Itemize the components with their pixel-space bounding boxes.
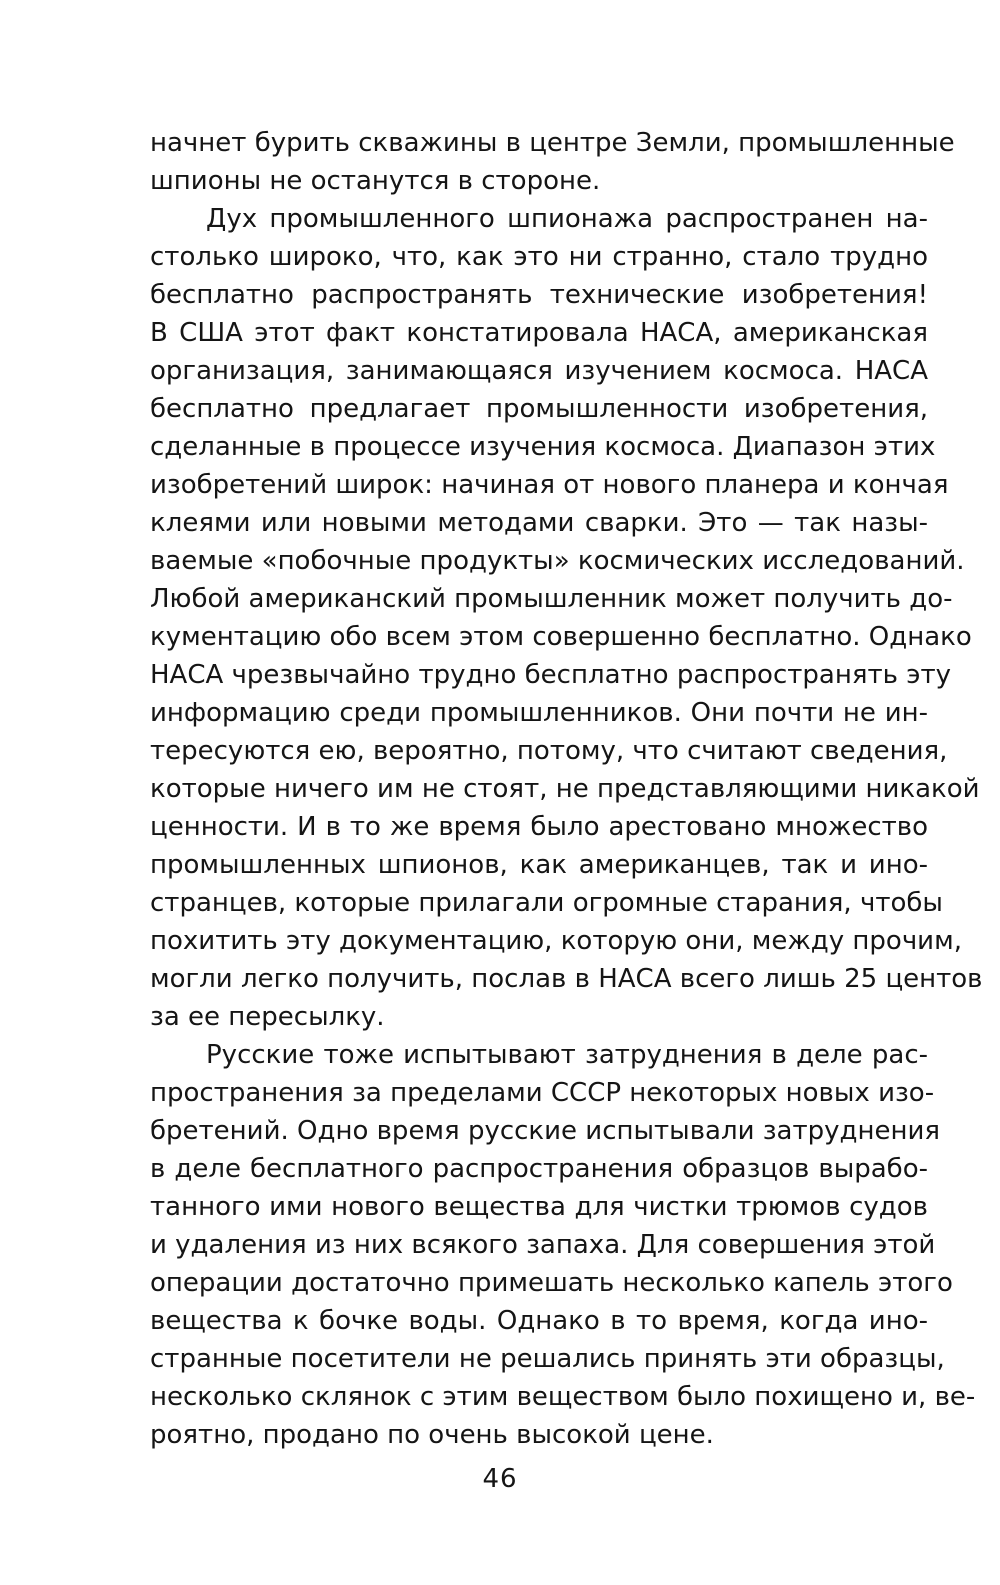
- text-line: организация, занимающаяся изучением космоса. НАСА: [150, 356, 928, 386]
- text-line: похитить эту документацию, которую они, между прочим,: [150, 926, 962, 956]
- text-line: роятно, продано по очень высокой цене.: [150, 1420, 714, 1450]
- text-line: бесплатно предлагает промышленности изобретения,: [150, 394, 928, 424]
- paragraph-continued: [150, 124, 955, 200]
- text-line: странные посетители не решались принять эти образцы,: [150, 1344, 945, 1374]
- text-line: операции достаточно примешать несколько капель этого: [150, 1268, 953, 1298]
- text-line: могли легко получить, послав в НАСА всего лишь 25 центов: [150, 964, 983, 994]
- text-line: которые ничего им не стоят, не представляющими никакой: [150, 774, 980, 804]
- body-text: [150, 124, 983, 1454]
- text-line: начнет бурить скважины в центре Земли, промышленные: [150, 128, 955, 158]
- text-line: клеями или новыми методами сварки. Это — так назы-: [150, 508, 928, 538]
- text-line: изобретений широк: начиная от нового планера и кончая: [150, 470, 949, 500]
- text-line: танного ими нового вещества для чистки трюмов судов: [150, 1192, 928, 1222]
- page-number: 46: [482, 1464, 518, 1494]
- text-line: вещества к бочке воды. Однако в то время, когда ино-: [150, 1306, 928, 1336]
- text-line: ценности. И в то же время было арестовано множество: [150, 812, 928, 842]
- text-line: сделанные в процессе изучения космоса. Диапазон этих: [150, 432, 936, 462]
- text-line: странцев, которые прилагали огромные старания, чтобы: [150, 888, 943, 918]
- text-line: НАСА чрезвычайно трудно бесплатно распространять эту: [150, 660, 952, 690]
- text-line: Дух промышленного шпионажа распространен на-: [206, 204, 928, 234]
- text-line: шпионы не останутся в стороне.: [150, 166, 601, 196]
- text-line: информацию среди промышленников. Они почти не ин-: [150, 698, 928, 728]
- text-line: бретений. Одно время русские испытывали затруднения: [150, 1116, 941, 1146]
- text-line: несколько склянок с этим веществом было похищено и, ве-: [150, 1382, 976, 1412]
- text-line: за ее пересылку.: [150, 1002, 385, 1032]
- text-line: в деле бесплатного распространения образцов вырабо-: [150, 1154, 928, 1184]
- text-line: Русские тоже испытывают затруднения в деле рас-: [206, 1040, 928, 1070]
- paragraph-nasa: [150, 200, 983, 1036]
- text-line: столько широко, что, как это ни странно, стало трудно: [150, 242, 928, 272]
- text-line: бесплатно распространять технические изобретения!: [150, 280, 928, 310]
- text-line: В США этот факт констатировала НАСА, американская: [150, 318, 928, 348]
- paragraph-russians: [150, 1036, 976, 1454]
- text-line: тересуются ею, вероятно, потому, что считают сведения,: [150, 736, 948, 766]
- text-line: пространения за пределами СССР некоторых новых изо-: [150, 1078, 935, 1108]
- text-line: Любой американский промышленник может получить до-: [150, 584, 953, 614]
- text-line: промышленных шпионов, как американцев, так и ино-: [150, 850, 928, 880]
- text-line: ваемые «побочные продукты» космических исследований.: [150, 546, 965, 576]
- text-line: и удаления из них всякого запаха. Для совершения этой: [150, 1230, 936, 1260]
- text-line: кументацию обо всем этом совершенно бесплатно. Однако: [150, 622, 972, 652]
